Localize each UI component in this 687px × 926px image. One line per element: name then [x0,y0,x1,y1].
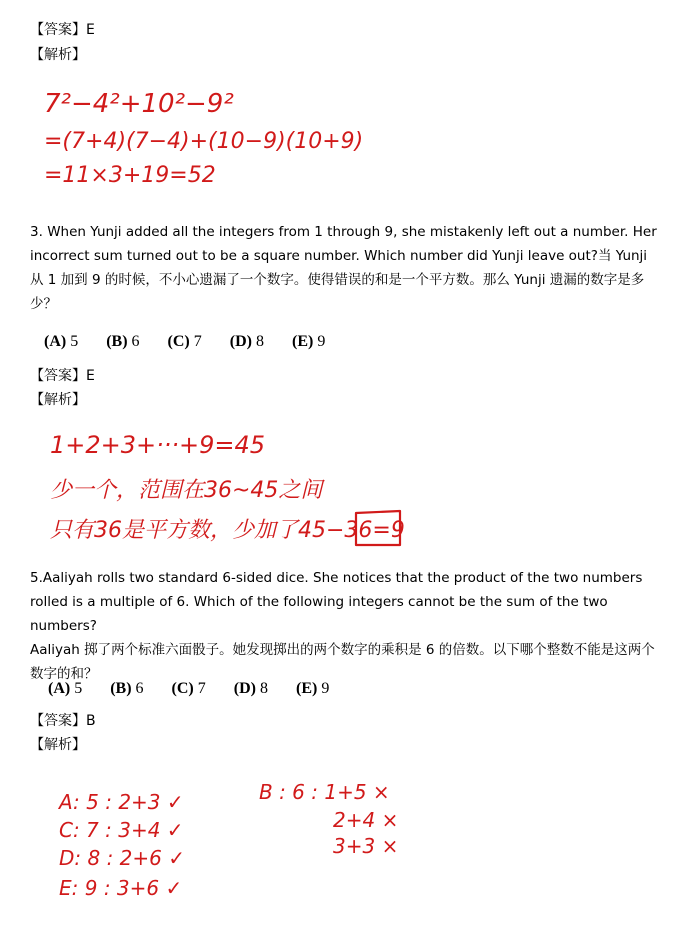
q5-work-right-line-3: 3+3 × [333,834,399,858]
choice-c: (C) 7 [171,680,206,697]
answer-value: E [86,368,95,384]
choice-a: (A) 5 [44,333,79,350]
answer-value: E [86,22,95,38]
answer-label: 【答案】 [30,713,86,729]
q5-work-right-line-1: B : 6 : 1+5 × [259,780,390,804]
choice-d: (D) 8 [229,333,264,350]
prev-work-line-1: 7²−4²+10²−9² [44,89,234,119]
question-5-text-en: 5.Aaliyah rolls two standard 6-sided dice. She notices that the product of the two numbers rolled is a multiple of 6. Which of the following integers cannot be the sum of the two numbers? [30,570,643,634]
question-5-handwritten-work-right [255,775,435,865]
q3-work-line-1: 1+2+3+···+9=45 [50,431,266,459]
answer-label: 【答案】 [30,22,86,38]
question-5-analysis-label: 【解析】 [30,737,86,753]
prev-analysis-label: 【解析】 [30,47,86,63]
q3-work-line-2: 少一个，范围在36~45之间 [50,478,323,503]
q5-work-left-line-2: C: 7 : 3+4 ✓ [59,818,184,842]
question-3-handwritten-work [44,425,424,550]
question-5-handwritten-work-left [55,785,255,905]
choice-a: (A) 5 [48,680,83,697]
question-3-number: 3. [30,224,43,240]
choice-e: (E) 9 [291,333,326,350]
answer-value: B [86,713,96,729]
question-3-choices [44,331,349,353]
q3-work-line-3: 只有36是平方数，少加了45−36=9 [50,518,405,543]
question-3-text-zh: 当 Yunji 从 1 加到 9 的时候，不小心遗漏了一个数字。使得错误的和是一个平方数。那么 Yunji 遗漏的数字是多少？ [30,248,648,312]
q5-work-left-line-4: E: 9 : 3+6 ✓ [59,876,183,900]
question-3-text [30,220,660,316]
q5-work-right-line-2: 2+4 × [333,808,399,832]
prev-work-line-3: =11×3+19=52 [44,163,216,188]
question-5-text-zh: Aaliyah 掷了两个标准六面骰子。她发现掷出的两个数字的乘积是 6 的倍数。以下哪个整数不能是这两个数字的和？ [30,642,655,682]
q5-work-left-line-3: D: 8 : 2+6 ✓ [59,846,185,870]
choice-b: (B) 6 [110,680,144,697]
choice-c: (C) 7 [167,333,202,350]
q5-work-left-line-1: A: 5 : 2+3 ✓ [59,790,184,814]
question-5-answer-line [30,711,96,731]
prev-handwritten-work [40,82,380,192]
prev-answer-line [30,20,95,40]
choice-d: (D) 8 [233,680,268,697]
choice-e: (E) 9 [295,680,330,697]
question-5-text [30,566,660,686]
answer-label: 【答案】 [30,368,86,384]
prev-work-line-2: =(7+4)(7−4)+(10−9)(10+9) [44,129,364,154]
question-3-analysis-label: 【解析】 [30,392,86,408]
question-3-answer-line [30,366,95,386]
question-3-text-en: When Yunji added all the integers from 1 through 9, she mistakenly left out a number. Her incorrect sum turned out to be a square number. Which number did Yunji leave out? [30,224,657,264]
question-5-choices [48,678,353,700]
choice-b: (B) 6 [106,333,140,350]
